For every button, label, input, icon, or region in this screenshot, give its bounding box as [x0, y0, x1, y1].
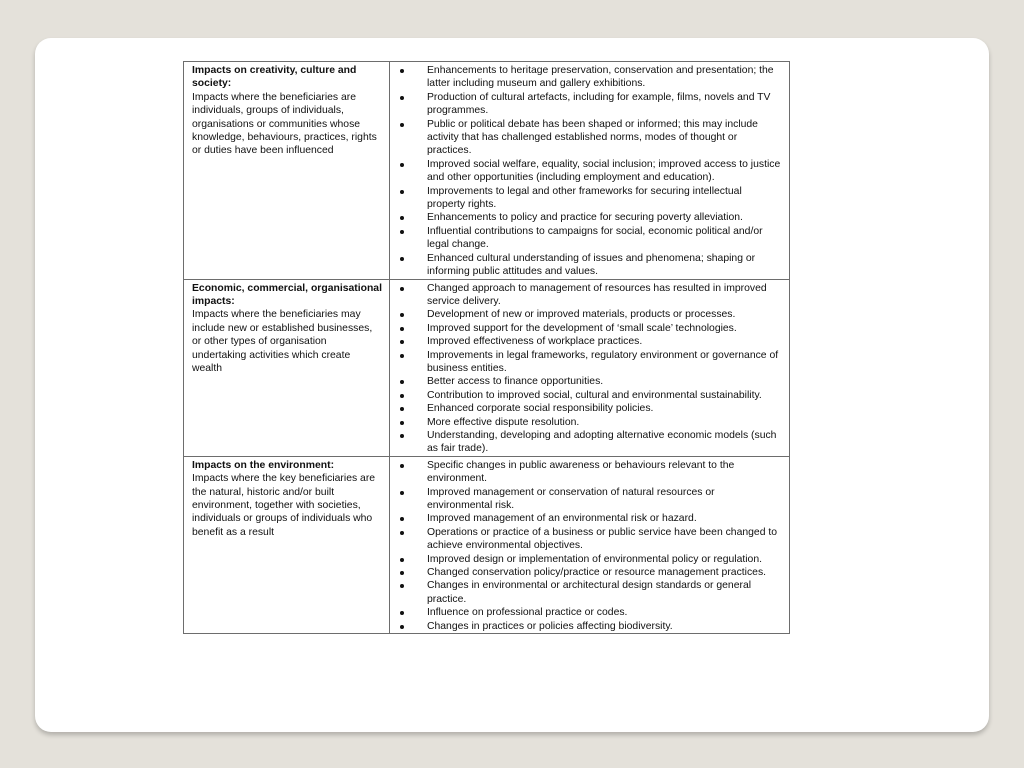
list-item-text: Enhancements to policy and practice for securing poverty alleviation. [427, 212, 743, 224]
impact-list [398, 64, 782, 279]
list-item-text: Improved effectiveness of workplace practices. [427, 336, 643, 348]
bullet-icon [400, 96, 404, 100]
list-item [398, 620, 782, 633]
category-title: Economic, commercial, organisational impacts: [192, 282, 382, 307]
list-item-text: Production of cultural artefacts, including for example, films, novels and TV programmes. [427, 91, 771, 117]
bullet-icon [400, 491, 404, 495]
list-item-text: Development of new or improved materials, products or processes. [427, 309, 736, 321]
impact-list [398, 282, 782, 456]
list-item [398, 402, 782, 415]
list-item-text: Improved design or implementation of environmental policy or regulation. [427, 553, 762, 565]
list-item [398, 225, 782, 252]
bullet-icon [400, 421, 404, 425]
list-item-text: Enhanced cultural understanding of issues and phenomena; shaping or informing public attitudes and values. [427, 252, 756, 278]
list-item [398, 252, 782, 279]
list-item [398, 375, 782, 388]
list-item-text: Understanding, developing and adopting alternative economic models (such as fair trade). [427, 429, 777, 455]
list-item [398, 416, 782, 429]
list-item-text: Influence on professional practice or codes. [427, 607, 628, 619]
bullet-icon [400, 531, 404, 535]
list-item [398, 158, 782, 185]
category-description: Impacts where the beneficiaries are individuals, groups of individuals, organisations or communities whose knowledge, behaviours, practices, rights or duties have been influenced [192, 91, 377, 157]
list-item-text: Improved management of an environmental risk or hazard. [427, 513, 697, 525]
list-item-text: Enhanced corporate social responsibility policies. [427, 403, 654, 415]
bullet-icon [400, 434, 404, 438]
list-item-text: Changed approach to management of resources has resulted in improved service delivery. [427, 282, 767, 307]
bullet-icon [400, 464, 404, 468]
list-item-text: Influential contributions to campaigns for social, economic political and/or legal change. [427, 225, 763, 251]
list-item [398, 185, 782, 212]
list-item [398, 486, 782, 513]
list-item [398, 606, 782, 619]
bullet-icon [400, 190, 404, 194]
list-item [398, 118, 782, 158]
list-item-text: Changes in practices or policies affecting biodiversity. [427, 620, 673, 632]
list-item [398, 389, 782, 402]
list-item-text: Operations or practice of a business or public service have been changed to achieve environmental objectives. [427, 526, 778, 552]
bullet-icon [400, 571, 404, 575]
bullet-icon [400, 327, 404, 331]
bullet-icon [400, 558, 404, 562]
impact-list-cell [390, 279, 790, 456]
list-item [398, 211, 782, 224]
bullet-icon [400, 216, 404, 220]
bullet-icon [400, 230, 404, 234]
list-item [398, 349, 782, 376]
list-item-text: Changes in environmental or architectural design standards or general practice. [427, 580, 752, 605]
bullet-icon [400, 354, 404, 358]
list-item [398, 459, 782, 486]
category-description: Impacts where the beneficiaries may include new or established businesses, or other types of organisation undertaking activities which create wealth [192, 309, 373, 374]
list-item-text: Improved management or conservation of natural resources or environmental risk. [427, 486, 715, 511]
bullet-icon [400, 625, 404, 629]
list-item-text: Contribution to improved social, cultural and environmental sustainability. [427, 389, 762, 401]
list-item [398, 335, 782, 348]
category-cell [184, 62, 390, 280]
bullet-icon [400, 584, 404, 588]
bullet-icon [400, 123, 404, 127]
category-title: Impacts on creativity, culture and society: [192, 65, 357, 90]
list-item-text: Enhancements to heritage preservation, conservation and presentation; the latter including museum and gallery exhibitions. [427, 65, 774, 90]
category-title: Impacts on the environment: [192, 459, 335, 471]
list-item-text: Improved support for the development of ‘small scale’ technologies. [427, 322, 737, 334]
table-row [184, 456, 790, 633]
category-cell [184, 279, 390, 456]
bullet-icon [400, 407, 404, 411]
category-description: Impacts where the key beneficiaries are the natural, historic and/or built environment, together with societies, individuals or groups of individuals who benefit as a result [192, 473, 376, 538]
list-item [398, 579, 782, 606]
impacts-table [183, 61, 790, 634]
list-item [398, 512, 782, 525]
bullet-icon [400, 394, 404, 398]
list-item-text: Changed conservation policy/practice or resource management practices. [427, 567, 767, 579]
list-item [398, 553, 782, 566]
bullet-icon [400, 517, 404, 521]
bullet-icon [400, 313, 404, 317]
list-item [398, 308, 782, 321]
list-item-text: Improvements in legal frameworks, regulatory environment or governance of business entities. [427, 349, 779, 374]
list-item-text: Improved social welfare, equality, social inclusion; improved access to justice and other opportunities (including employment and education). [427, 158, 781, 184]
impact-list [398, 459, 782, 633]
list-item-text: Improvements to legal and other frameworks for securing intellectual property rights. [427, 185, 742, 211]
bullet-icon [400, 287, 404, 291]
list-item-text: Public or political debate has been shaped or informed; this may include activity that has challenged established norms, modes of thought or practices. [427, 118, 758, 157]
list-item [398, 64, 782, 91]
list-item [398, 566, 782, 579]
bullet-icon [400, 163, 404, 167]
list-item [398, 91, 782, 118]
list-item [398, 526, 782, 553]
table-row [184, 279, 790, 456]
impact-list-cell [390, 62, 790, 280]
category-cell [184, 456, 390, 633]
bullet-icon [400, 69, 404, 73]
bullet-icon [400, 611, 404, 615]
list-item-text: Specific changes in public awareness or behaviours relevant to the environment. [427, 459, 735, 485]
list-item-text: More effective dispute resolution. [427, 416, 580, 428]
list-item [398, 282, 782, 309]
list-item [398, 429, 782, 456]
table-row [184, 62, 790, 280]
bullet-icon [400, 257, 404, 261]
list-item-text: Better access to finance opportunities. [427, 376, 604, 388]
impact-list-cell [390, 456, 790, 633]
bullet-icon [400, 380, 404, 384]
list-item [398, 322, 782, 335]
bullet-icon [400, 340, 404, 344]
